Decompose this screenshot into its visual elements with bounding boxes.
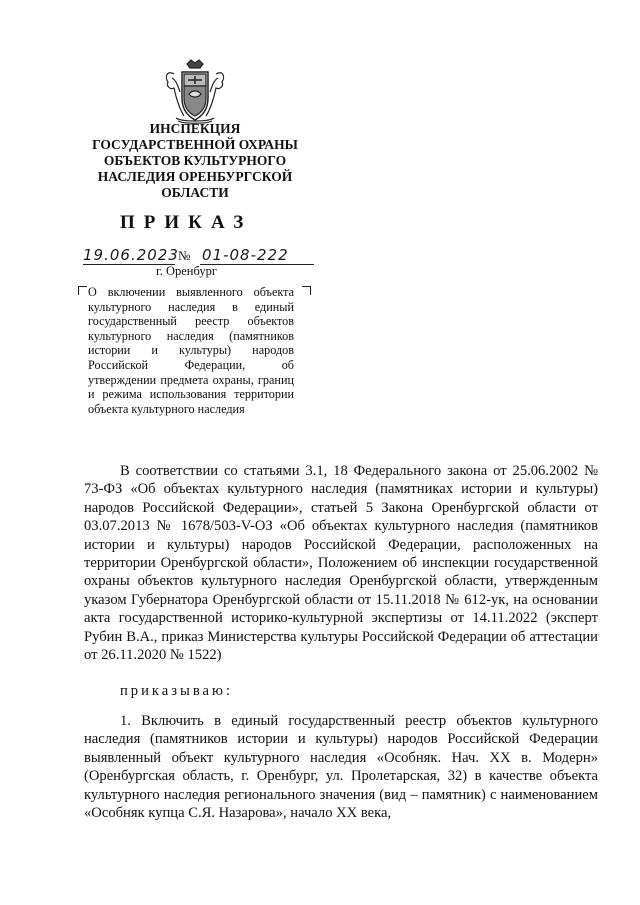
org-line: ИНСПЕКЦИЯ: [149, 121, 241, 136]
coat-of-arms-icon: [162, 58, 228, 126]
order-subject: О включении выявленного объекта культурного наследия в единый государственный реестр объектов культурного наследия (памятников истории и культуры) народов Российской Федерации, об утверждении предмета охраны, границ и режима использования территории объекта культурного наследия: [88, 285, 294, 416]
org-line: НАСЛЕДИЯ ОРЕНБУРГСКОЙ: [97, 169, 293, 184]
prikazyvayu-label: приказываю:: [120, 683, 233, 699]
number-sign: №: [178, 248, 191, 263]
subject-bracket-right: [302, 286, 311, 295]
order-date: 19.06.2023: [83, 246, 179, 264]
preamble-paragraph: В соответствии со статьями 3.1, 18 Федерального закона от 25.06.2002 № 73-ФЗ «Об объектах культурного наследия (памятниках истории и культуры) народов Российской Федерации», статьей 5 Закона Оренбургской области от 03.07.2013 № 1678/503-V-ОЗ «Об объектах культурного наследия (памятников истории и культуры) народов Российской Федерации, расположенных на территории Оренбургской области», Положением об инспекции государственной охраны объектов культурного наследия Оренбургской области, утвержденным указом Губернатора Оренбургской области от 15.11.2018 № 612-ук, на основании акта государственной историко-культурной экспертизы от 14.11.2022 (эксперт Рубин В.А., приказ Министерства культуры Российской Федерации об аттестации от 26.11.2020 № 1522): [84, 463, 598, 664]
order-number: 01-08-222: [200, 246, 314, 265]
org-line: ОБЪЕКТОВ КУЛЬТУРНОГО: [103, 153, 287, 168]
document-type-title: ПРИКАЗ: [120, 212, 253, 233]
city-label: г. Оренбург: [156, 264, 217, 278]
organization-name: [70, 121, 320, 201]
org-line: ОБЛАСТИ: [161, 185, 229, 200]
subject-bracket-left: [78, 286, 87, 295]
item-1-paragraph: 1. Включить в единый государственный реестр объектов культурного наследия (памятников истории и культуры) народов Российской Федерации выявленный объект культурного наследия «Особняк. Нач. XX в. Модерн» (Оренбургская область, г. Оренбург, ул. Пролетарская, 32) в качестве объекта культурного наследия регионального значения (вид – памятник) с наименованием «Особняк купца С.Я. Назарова», начало XX века,: [84, 713, 598, 822]
org-line: ГОСУДАРСТВЕННОЙ ОХРАНЫ: [92, 137, 298, 152]
